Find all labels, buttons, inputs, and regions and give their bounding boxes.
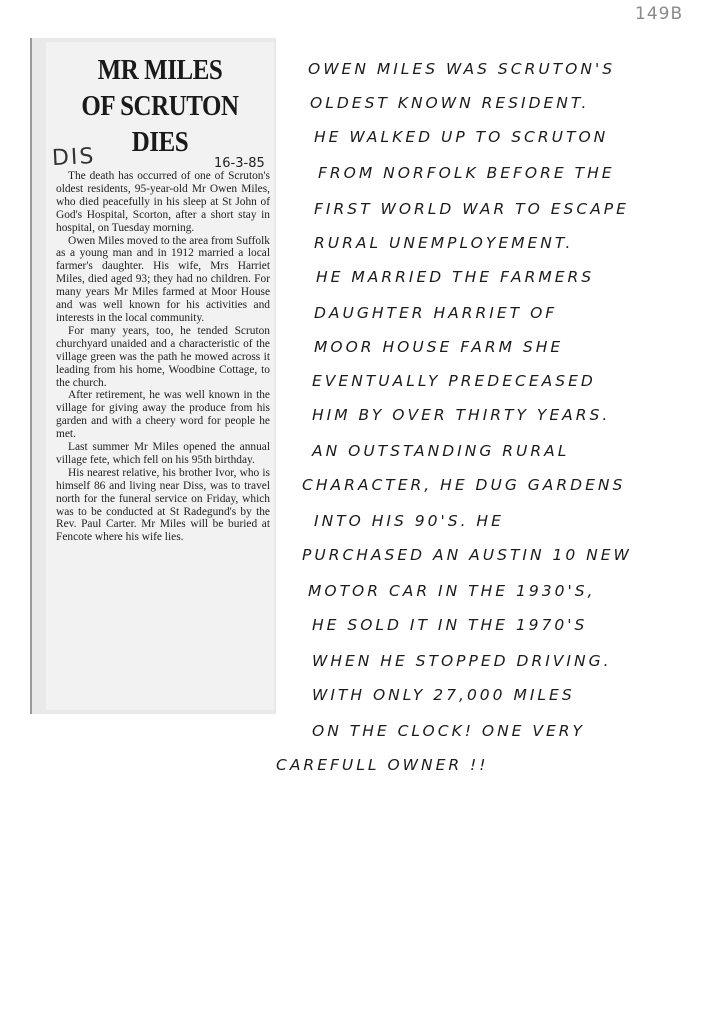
newspaper-clipping xyxy=(30,38,276,714)
note-line: INTO HIS 90'S. HE xyxy=(314,512,504,530)
note-line: ON THE CLOCK! ONE VERY xyxy=(312,722,586,740)
headline-line-1: MR MILES xyxy=(97,54,223,86)
note-line: HE WALKED UP TO SCRUTON xyxy=(314,128,609,146)
note-line: DAUGHTER HARRIET OF xyxy=(314,304,558,322)
note-line: CAREFULL OWNER !! xyxy=(276,756,489,774)
note-line: AN OUTSTANDING RURAL xyxy=(312,442,570,460)
clipping-paper xyxy=(46,42,274,710)
note-line: MOTOR CAR IN THE 1930'S, xyxy=(308,582,596,600)
note-line: FROM NORFOLK BEFORE THE xyxy=(318,164,615,182)
note-line: CHARACTER, HE DUG GARDENS xyxy=(302,476,626,494)
article-paragraph: Last summer Mr Miles opened the annual village fete, which fell on his 95th birthday. xyxy=(56,441,270,466)
headline-line-2: OF SCRUTON xyxy=(81,90,239,122)
note-line: HIM BY OVER THIRTY YEARS. xyxy=(312,406,611,424)
article-paragraph: For many years, too, he tended Scruton churchyard unaided and a characteristic of the village green was the path he mowed across it leading from his home, Woodbine Cottage, to the church. xyxy=(56,324,270,389)
note-line: WHEN HE STOPPED DRIVING. xyxy=(312,652,612,670)
handwritten-date-note: 16-3-85 xyxy=(214,156,265,171)
note-line: MOOR HOUSE FARM SHE xyxy=(314,338,564,356)
note-line: PURCHASED AN AUSTIN 10 NEW xyxy=(302,546,632,564)
note-line: FIRST WORLD WAR TO ESCAPE xyxy=(314,200,629,218)
article-paragraph: His nearest relative, his brother Ivor, who is himself 86 and living near Diss, was to travel north for the funeral service on Friday, which was to be conducted at St Radegund's by the Rev. Paul Carter. Mr Miles will be buried at Fencote where his wife lies. xyxy=(56,466,270,544)
note-line: RURAL UNEMPLOYEMENT. xyxy=(314,234,574,252)
article-paragraph: The death has occurred of one of Scruton's oldest residents, 95-year-old Mr Owen Miles, who died peacefully in his sleep at St John of God's Hospital, Scorton, after a short stay in hospital, on Tuesday morning. xyxy=(56,170,270,234)
note-line: EVENTUALLY PREDECEASED xyxy=(312,372,596,390)
article-paragraph: After retirement, he was well known in the village for giving away the produce from his garden and with a cheery word for people he met. xyxy=(56,389,270,441)
note-line: WITH ONLY 27,000 MILES xyxy=(312,686,575,704)
note-line: HE MARRIED THE FARMERS xyxy=(316,268,595,286)
note-line: HE SOLD IT IN THE 1970'S xyxy=(312,616,588,634)
note-line: OLDEST KNOWN RESIDENT. xyxy=(310,94,590,112)
handwritten-source-note: DIS xyxy=(51,143,97,172)
headline-line-3: DIES xyxy=(131,126,189,158)
article-paragraph: Owen Miles moved to the area from Suffolk as a young man and in 1912 married a local farmer's daughter. His wife, Mrs Harriet Miles, died aged 93; they had no children. For many years Mr Miles farmed at Moor House and was well known for his activities and interests in the local community. xyxy=(56,234,270,324)
article-body xyxy=(56,170,270,544)
page-number: 149B xyxy=(635,4,684,24)
note-line: OWEN MILES WAS SCRUTON'S xyxy=(308,60,616,78)
